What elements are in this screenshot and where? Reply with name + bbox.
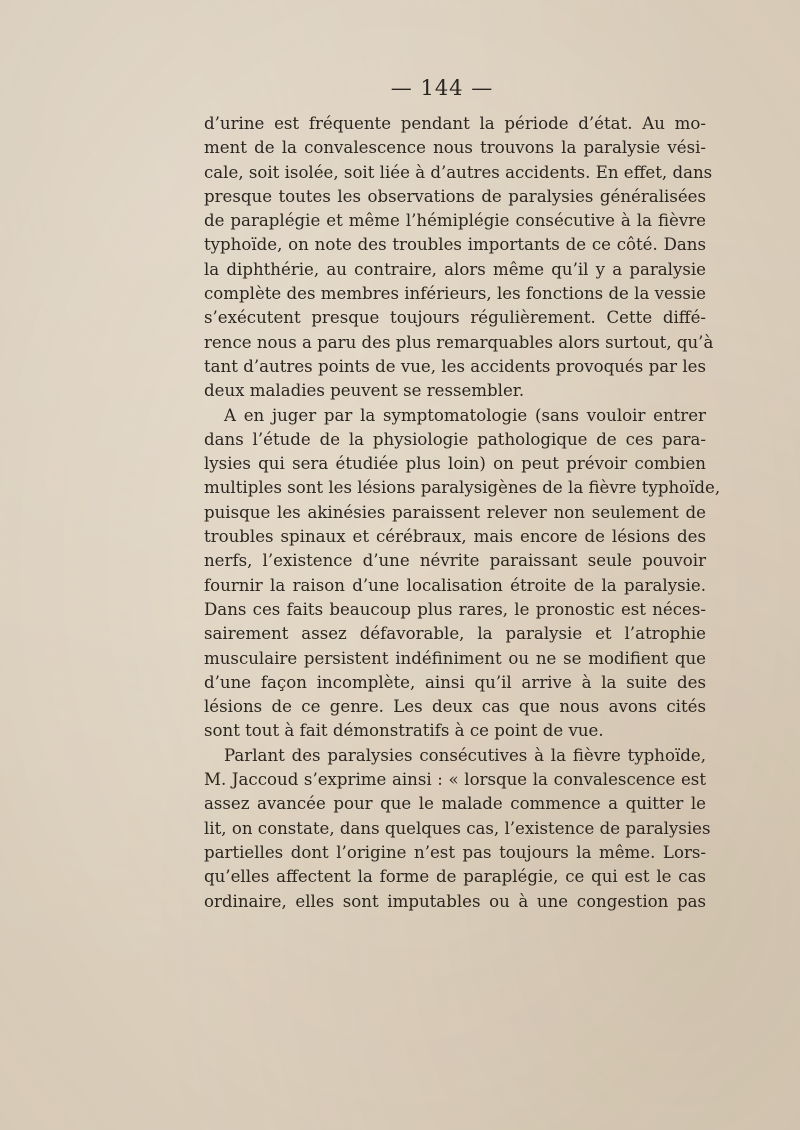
text-line: ordinaire, elles sont imputables ou à une congestion pas <box>204 891 706 911</box>
text-line: deux maladies peuvent se ressembler. <box>204 381 525 401</box>
text-line: dans l’étude de la physiologie pathologique de ces para- <box>204 429 706 449</box>
text-line: lésions de ce genre. Les deux cas que nous avons cités <box>204 697 706 717</box>
text-line: presque toutes les observations de paralysies généralisées <box>204 186 706 206</box>
text-line: tant d’autres points de vue, les accidents provoqués par les <box>204 356 706 376</box>
text-line: typhoïde, on note des troubles importants de ce côté. Dans <box>204 235 706 255</box>
text-line: cale, soit isolée, soit liée à d’autres accidents. En effet, dans <box>204 162 713 182</box>
text-line: fournir la raison d’une localisation étroite de la paralysie. <box>204 575 706 595</box>
text-line: M. Jaccoud s’exprime ainsi : « lorsque la convalescence est <box>204 770 706 790</box>
body-text <box>204 112 721 914</box>
text-line: sont tout à fait démonstratifs à ce point de vue. <box>204 721 604 741</box>
text-line: ment de la convalescence nous trouvons la paralysie vési- <box>204 138 706 158</box>
text-line: s’exécutent presque toujours régulièrement. Cette diffé- <box>204 308 706 328</box>
text-line: d’urine est fréquente pendant la période d’état. Au mo- <box>204 114 706 133</box>
text-line: lit, on constate, dans quelques cas, l’existence de paralysies <box>204 818 711 838</box>
text-line: assez avancée pour que le malade commence a quitter le <box>204 794 706 814</box>
text-line: de paraplégie et même l’hémiplégie consécutive à la fièvre <box>204 211 706 231</box>
text-line: qu’elles affectent la forme de paraplégie, ce qui est le cas <box>204 867 706 887</box>
text-line: Parlant des paralysies consécutives à la fièvre typhoïde, <box>224 745 706 765</box>
text-line: lysies qui sera étudiée plus loin) on peut prévoir combien <box>204 454 706 474</box>
text-line: la diphthérie, au contraire, alors même qu’il y a paralysie <box>204 259 706 279</box>
text-line: partielles dont l’origine n’est pas toujours la même. Lors- <box>204 842 706 862</box>
text-line: nerfs, l’existence d’une névrite paraissant seule pouvoir <box>204 551 706 571</box>
text-line: musculaire persistent indéfiniment ou ne se modifient que <box>204 648 706 668</box>
text-line: troubles spinaux et cérébraux, mais encore de lésions des <box>204 527 706 547</box>
text-line: Dans ces faits beaucoup plus rares, le pronostic est néces- <box>204 599 706 619</box>
text-line: A en juger par la symptomatologie (sans vouloir entrer <box>224 405 706 425</box>
text-line: sairement assez défavorable, la paralysie et l’atrophie <box>204 624 706 644</box>
text-line: puisque les akinésies paraissent relever non seulement de <box>204 502 706 522</box>
text-line: rence nous a paru des plus remarquables alors surtout, qu’à <box>204 332 714 352</box>
text-line: d’une façon incomplète, ainsi qu’il arrive à la suite des <box>204 672 706 692</box>
text-line: multiples sont les lésions paralysigènes de la fièvre typhoïde, <box>204 478 721 498</box>
text-line: complète des membres inférieurs, les fonctions de la vessie <box>204 284 706 304</box>
page-number: — 144 — <box>390 76 494 100</box>
